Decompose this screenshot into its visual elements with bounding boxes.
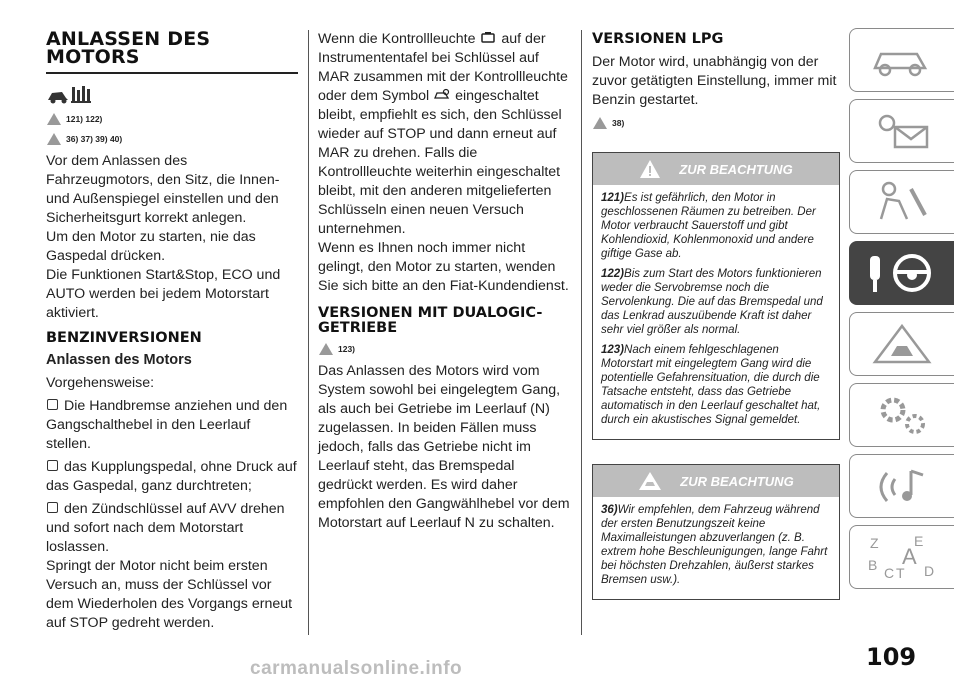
warning-item: 122)Bis zum Start des Motors funktionieren weder die Servobremse noch die Servolenkung. Die auf das Bremspedal und das Lenkrad auszuübende Kraft ist daher sehr viel größer als normal. [601,268,823,336]
warning-box-header: ZUR BEACHTUNG [593,153,839,185]
engine-warning-icon [479,31,497,45]
tab-multimedia[interactable] [849,454,954,518]
checkbox-bullet-icon [47,502,58,513]
index-letter: Z [870,535,879,551]
service-paragraph: Wenn es Ihnen noch immer nicht gelingt, den Motor zu starten, wenden Sie sich bitte an den Fiat-Kundendienst. [318,240,569,294]
list-item: den Zündschlüssel auf AVV drehen und sofort nach dem Motorstart loslassen. [46,501,285,555]
page-title: ANLASSEN DES MOTORS [46,28,211,68]
outro-paragraph: Springt der Motor nicht beim ersten Versuch an, muss der Schlüssel vor dem Wiederholen des Vorgangs erneut auf STOP gedreht werden. [46,558,293,631]
starting-driving-icon [862,250,942,296]
warning-item: 36)Wir empfehlen, dem Fahrzeug während der ersten Benutzungszeit keine Maximalleistungen abzuverlangen (z. B. extrem hohe Beschleunigungen, lange Fahrt bei höchsten Drehzahlen, äußerst starkes Bremsen usw.). [601,504,828,586]
warning-reference: 123) [318,342,572,356]
warning-item: 121)Es ist gefährlich, den Motor in geschlossenen Räumen zu betreiben. Der Motor verbraucht Sauerstoff und gibt Kohlendioxid, Kohlenmonoxid und andere giftige Gase ab. [601,192,816,260]
checkbox-bullet-icon [47,399,58,410]
tab-dashboard-lights[interactable] [849,99,954,163]
dashboard-lights-icon [867,109,937,153]
column-2 [318,30,572,533]
index-letter: T [896,565,905,581]
warning-reference: 121) 122) [46,112,298,126]
tab-maintenance[interactable] [849,383,954,447]
car-warning-icon [638,471,662,491]
warning-box-body [593,185,839,439]
watermark: carmanualsonline.info [250,658,463,679]
column-divider [308,30,309,635]
subheading-start: Anlassen des Motors [46,352,192,368]
warning-box-header: ZUR BEACHTUNG [593,465,839,497]
list-item: Die Handbremse anziehen und den Gangschalthebel in den Leerlauf stellen. [46,398,288,452]
title-rule [46,72,298,74]
dualogic-paragraph: Das Anlassen des Motors wird vom System sowohl bei eingelegtem Gang, als auch bei Getriebe im Leerlauf (N) zugelassen. In beiden Fällen muss jedoch, falls das Getriebe nicht im Leerlauf steht, das Bremspedal gedrückt werden. Es wird daher empfohlen den Gangwählhebel vor dem Motorstart auf Leerlauf N zu schalten. [318,363,570,531]
car-version-icon [46,84,96,106]
index-letter: A [902,544,917,569]
index-letter: E [914,533,924,549]
warning-light-paragraph: Wenn die Kontrollleuchte auf der Instrumententafel bei Schlüssel auf MAR zusammen mit der Kontrollleuchte oder dem Symbol eingeschaltet bleibt, empfiehlt es sich, den Schlüssel wieder auf STOP und dann erneut auf MAR zu drehen. Falls die Kontrollleuchte weiterhin eingeschaltet bleibt, mit den anderen mitgelieferten Schlüsseln einen neuen Versuch unternehmen. [318,31,568,237]
warning-box-body [593,497,839,599]
car-key-symbol-icon [433,88,451,102]
maintenance-icon [867,392,937,438]
car-overview-icon [867,40,937,80]
chapter-tabs [849,28,960,596]
warning-box-1 [592,152,840,440]
note-car-icon [46,132,62,146]
version-icons [46,84,298,106]
warning-triangle-icon [639,159,661,179]
column-1 [46,30,298,633]
note-reference: 38) [592,116,840,130]
tab-warning-lights[interactable] [849,312,954,376]
tab-safety[interactable] [849,170,954,234]
warning-item: 123)Nach einem fehlgeschlagenen Motorstart mit eingelegtem Gang wird die potentielle Gefahrensituation, die durch die Tatsache entsteht, dass das Getriebe automatisch in den Leerlauf geschaltet hat, durch ein akustisches Signal gemeldet. [601,344,821,426]
safety-icon [867,179,937,225]
procedure-label: Vorgehensweise: [46,375,155,391]
intro-paragraph-3: Die Funktionen Start&Stop, ECO und AUTO werden bei jedem Motorstart aktiviert. [46,267,281,321]
section-heading-dualogic: VERSIONEN MIT DUALOGIC-GETRIEBE [318,305,543,336]
page-number: 109 [866,643,917,671]
note-car-icon [592,116,608,130]
warning-triangle-icon [46,112,62,126]
warning-lights-icon [867,322,937,366]
checkbox-bullet-icon [47,460,58,471]
list-item: das Kupplungspedal, ohne Druck auf das Gaspedal, ganz durchtreten; [46,459,297,494]
index-letter: B [868,557,878,573]
index-letter: D [924,563,935,579]
note-reference: 36) 37) 39) 40) [46,132,298,146]
index-icon [862,532,942,582]
section-heading-petrol: BENZINVERSIONEN [46,330,202,346]
tab-starting-driving[interactable] [849,241,954,305]
section-heading-lpg: VERSIONEN LPG [592,31,724,47]
warning-triangle-icon [318,342,334,356]
column-divider [581,30,582,635]
multimedia-icon [867,463,937,509]
column-3 [592,30,840,600]
intro-paragraph-2: Um den Motor zu starten, nie das Gaspedal drücken. [46,229,256,264]
warning-box-2 [592,464,840,600]
lpg-paragraph: Der Motor wird, unabhängig von der zuvor getätigten Einstellung, immer mit Benzin gestartet. [592,54,837,108]
index-letter: C [884,565,895,581]
tab-index[interactable] [849,525,954,589]
tab-car-overview[interactable] [849,28,954,92]
intro-paragraph: Vor dem Anlassen des Fahrzeugmotors, den Sitz, die Innen- und Außenspiegel einstellen und den Sicherheitsgurt korrekt anlegen. [46,153,280,226]
